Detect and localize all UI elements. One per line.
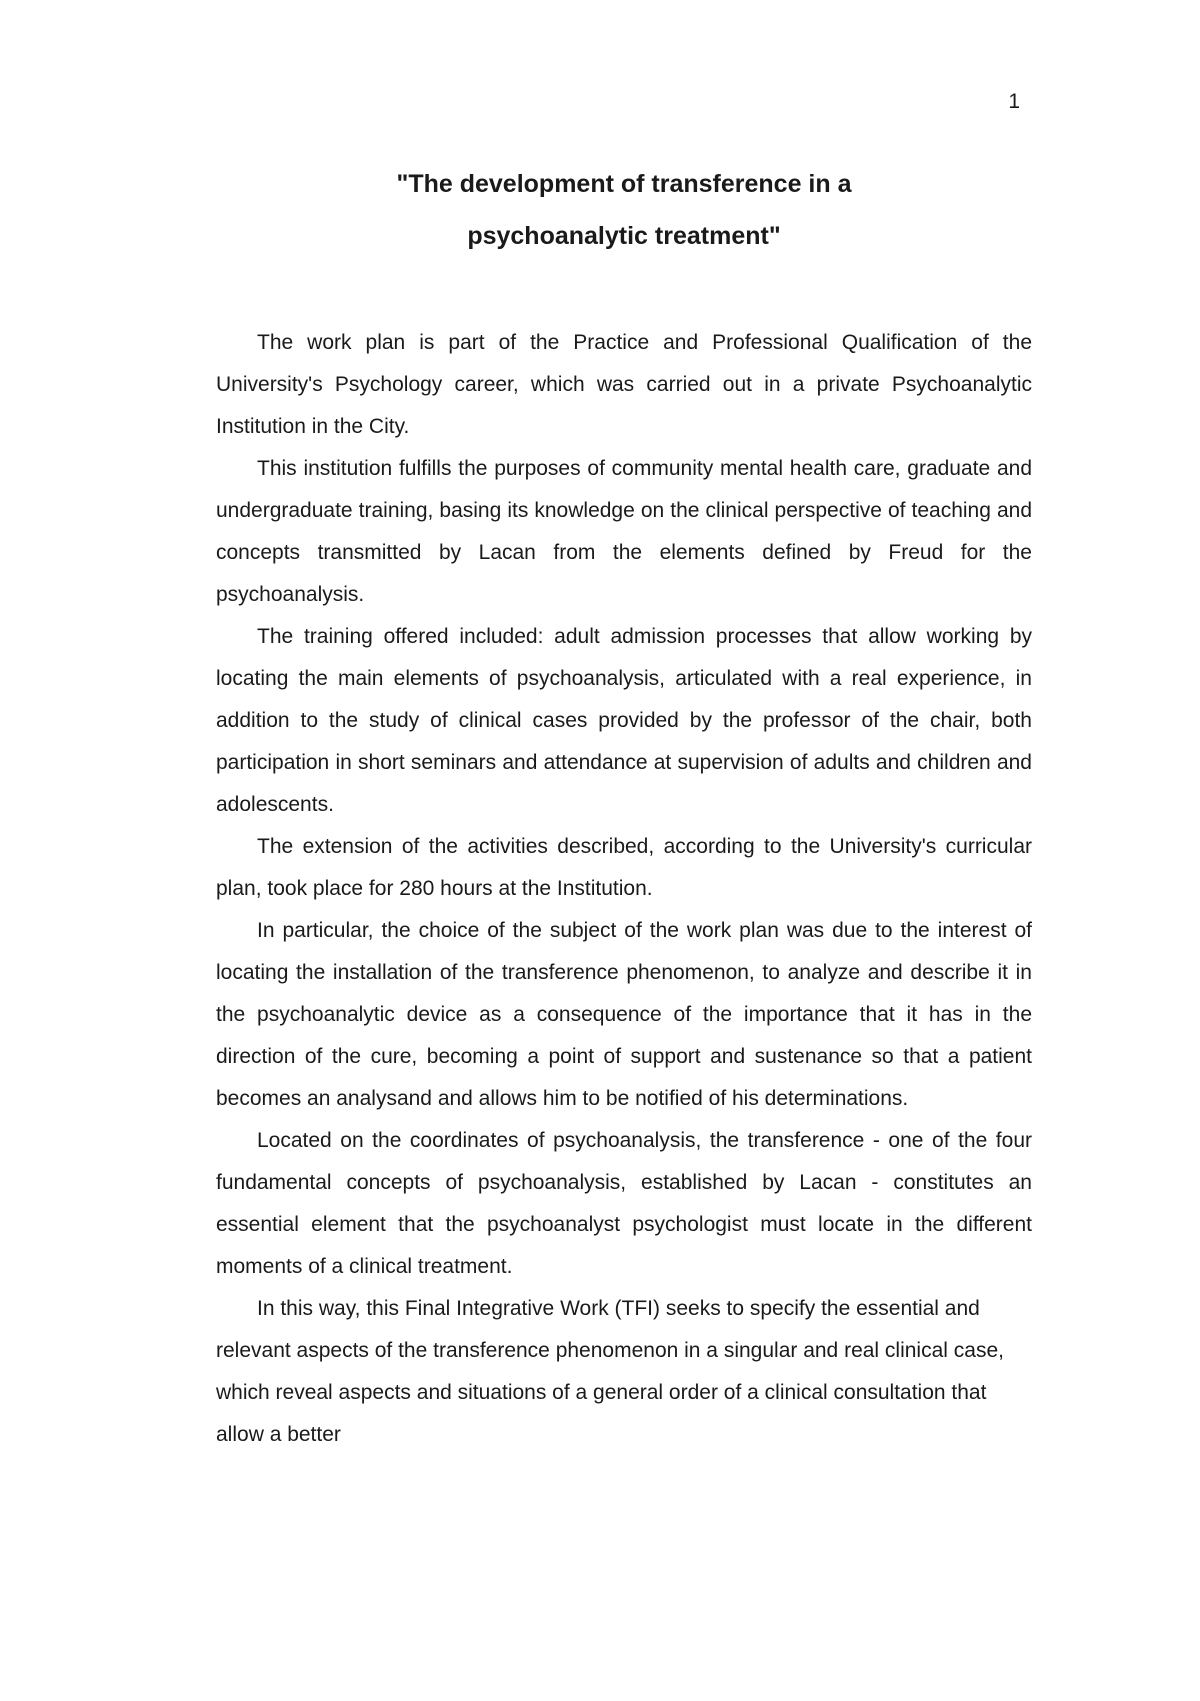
paragraph-tfi: In this way, this Final Integrative Work (TFI) seeks to specify the essential and relevant aspects of the transference phenomenon in a singular and real clinical case, which reveal aspects and situations of a general order of a clinical consultation that allow a better xyxy=(216,1297,1004,1446)
title-line-1: "The development of transference in a xyxy=(396,170,852,198)
title-line-2: psychoanalytic treatment" xyxy=(467,222,781,250)
paragraph-institution: This institution fulfills the purposes of community mental health care, graduate and undergraduate training, basing its knowledge on the clinical perspective of teaching and concepts transmitted by Lacan from the elements defined by Freud for the psychoanalysis. xyxy=(216,457,1032,606)
paragraph-coordinates: Located on the coordinates of psychoanalysis, the transference - one of the four fundamental concepts of psychoanalysis, established by Lacan - constitutes an essential element that the psychoanalyst psychologist must locate in the different moments of a clinical treatment. xyxy=(216,1129,1032,1278)
paragraph-subject-choice: In particular, the choice of the subject of the work plan was due to the interest of locating the installation of the transference phenomenon, to analyze and describe it in the psychoanalytic device as a consequence of the importance that it has in the direction of the cure, becoming a point of support and sustenance so that a patient becomes an analysand and allows him to be notified of his determinations. xyxy=(216,919,1032,1110)
document-title xyxy=(216,158,1032,262)
paragraph-work-plan: The work plan is part of the Practice and Professional Qualification of the University's Psychology career, which was carried out in a private Psychoanalytic Institution in the City. xyxy=(216,331,1032,438)
paragraph-training: The training offered included: adult admission processes that allow working by locating the main elements of psychoanalysis, articulated with a real experience, in addition to the study of clinical cases provided by the professor of the chair, both participation in short seminars and attendance at supervision of adults and children and adolescents. xyxy=(216,625,1032,816)
page-number: 1 xyxy=(1008,90,1020,113)
paragraph-extension: The extension of the activities described, according to the University's curricular plan, took place for 280 hours at the Institution. xyxy=(216,835,1032,900)
body-text xyxy=(216,322,1032,1456)
